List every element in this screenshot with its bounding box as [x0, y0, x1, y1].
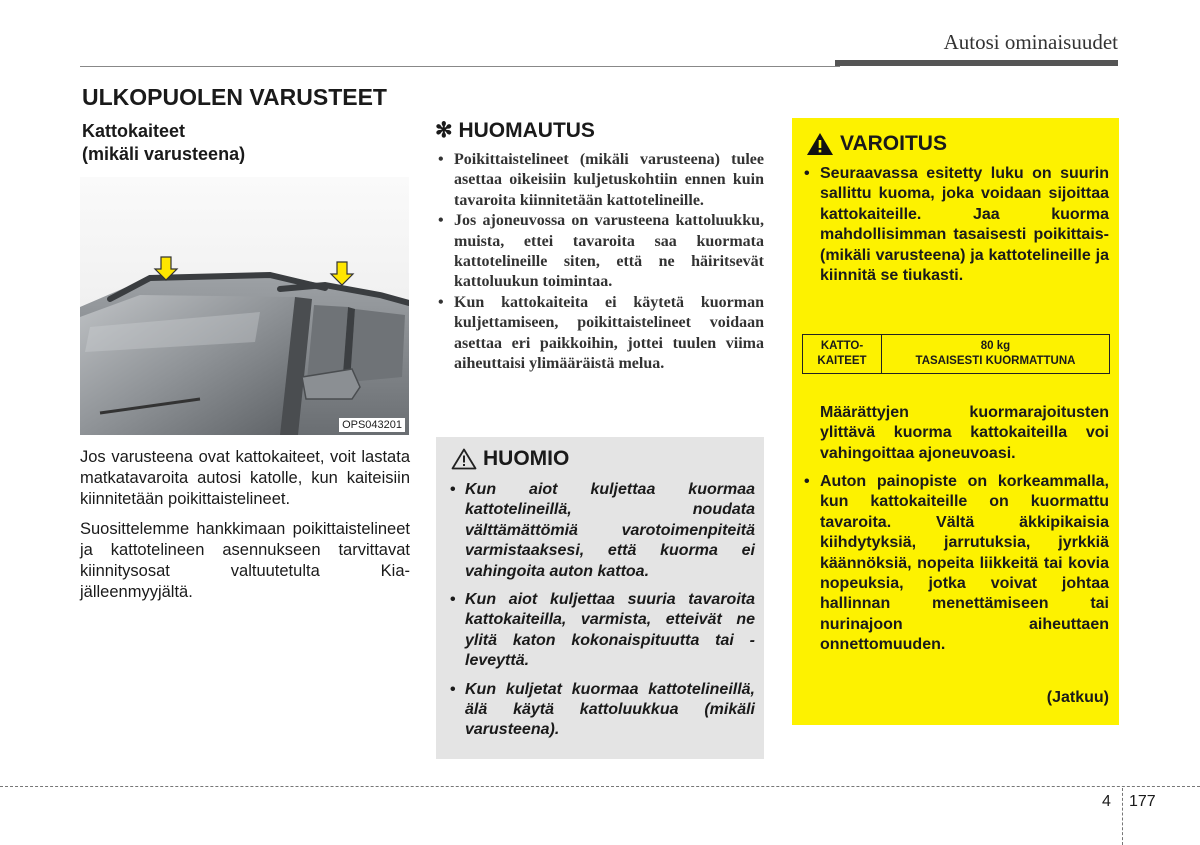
- warning-list: [802, 164, 1109, 286]
- note-title: HUOMAUTUS: [458, 119, 595, 142]
- asterisk-icon: ✻: [435, 119, 453, 142]
- page-number: 177: [1129, 793, 1156, 810]
- header-rule-accent: [835, 60, 1118, 66]
- roof-rack-illustration: [80, 177, 409, 435]
- caution-title: HUOMIO: [483, 447, 570, 470]
- sub-heading-line2: (mikäli varusteena): [82, 144, 246, 164]
- chapter-title: Autosi ominaisuudet: [943, 30, 1118, 54]
- warning-title: VAROITUS: [840, 132, 947, 155]
- warning-triangle-icon: [806, 132, 834, 156]
- body-paragraph: Suosittelemme hankkimaan poikittaistelineet ja kattotelineen asennukseen tarvittavat kiinnitysosat valtuutetulta Kia-jälleenmyyjältä.: [80, 520, 410, 601]
- footer-divider: [0, 786, 1200, 787]
- load-limit-table: [802, 334, 1110, 374]
- note-heading: [435, 118, 595, 143]
- note-item: • Kun kattokaiteita ei käytetä kuorman kuljettamiseen, poikittaistelineet voidaan asettaa eri paikkoihin, jottei tuulen viima aiheuttaisi ylimääräistä melua.: [436, 293, 764, 375]
- load-limit-label-cell: [803, 335, 882, 374]
- caution-item: • Kun kuljetat kuormaa kattotelineillä, älä käytä kattoluukkua (mikäli varusteena).: [449, 680, 755, 741]
- car-roof-image: [80, 177, 409, 435]
- load-limit-label-line1: KATTO-: [820, 340, 864, 352]
- caution-heading: [451, 447, 569, 471]
- body-paragraph: Jos varusteena ovat kattokaiteet, voit lastata matkatavaroita autosi katolle, kun kaiteisiin kiinnitetään poikittaistelineet.: [80, 448, 410, 508]
- warning-list-2: [802, 472, 1109, 656]
- warning-paragraph: Määrättyjen kuormarajoitusten ylittävä kuorma kattokaiteilla voi vahingoittaa ajoneuvoasi.: [820, 404, 1109, 462]
- caution-list: [449, 480, 755, 749]
- load-limit-distribution: TASAISESTI KUORMATTUNA: [915, 355, 1076, 367]
- warning-heading: [806, 132, 947, 156]
- sub-heading-line1: Kattokaiteet: [82, 121, 186, 141]
- caution-box: [436, 437, 764, 759]
- caution-item: • Kun aiot kuljettaa suuria tavaroita kattokaiteilla, varmista, etteivät ne ylitä katon kokonaispituutta tai -leveyttä.: [449, 590, 755, 672]
- header-rule: [80, 66, 840, 67]
- load-limit-label-line2: KAITEET: [817, 355, 867, 367]
- note-list: [436, 150, 764, 374]
- warning-triangle-icon: [451, 448, 477, 470]
- footer-vertical-divider: [1122, 788, 1123, 845]
- chapter-number: 4: [1102, 793, 1111, 810]
- section-title: ULKOPUOLEN VARUSTEET: [82, 84, 387, 110]
- warning-item: • Seuraavassa esitetty luku on suurin sallittu kuoma, joka voidaan sijoittaa kattokaiteille. Jaa kuorma mahdollisimman tasaisesti poikittais- (mikäli varusteena) ja kattotelineille ja kiinnitä se tiukasti.: [802, 164, 1109, 286]
- sub-heading: [82, 120, 245, 166]
- note-item: • Poikittaistelineet (mikäli varusteena) tulee asettaa oikeisiin kuljetuskohtiin ennen kuin tavaroita kiinnitetään kattotelineille.: [436, 150, 764, 211]
- caution-item: • Kun aiot kuljettaa kuormaa kattotelineillä, noudata välttämättömiä varotoimenpiteitä varmistaaksesi, että kuorma ei vahingoita auton kattoa.: [449, 480, 755, 582]
- warning-box: [792, 118, 1119, 725]
- continued-label: (Jatkuu): [1046, 689, 1109, 706]
- body-text: [80, 447, 410, 612]
- note-item: • Jos ajoneuvossa on varusteena kattoluukku, muista, ettei tavaroita saa kuormata kattotelineille siten, että ne häiritsevät kattoluukun toimintaa.: [436, 211, 764, 293]
- load-limit-weight: 80 kg: [980, 340, 1011, 352]
- warning-item: • Auton painopiste on korkeammalla, kun kattokaiteille on kuormattu tavaroita. Vältä äkkipikaisia kiihdytyksiä, jarrutuksia, jyrkkiä käännöksiä, nopeita liikkeitä tai kovia nopeuksia, jotka voivat johtaa hallinnan menettämiseen tai nurinajoon aiheuttaen onnettomuuden.: [802, 472, 1109, 656]
- figure-code: OPS043201: [339, 418, 405, 432]
- load-limit-value-cell: [882, 335, 1110, 374]
